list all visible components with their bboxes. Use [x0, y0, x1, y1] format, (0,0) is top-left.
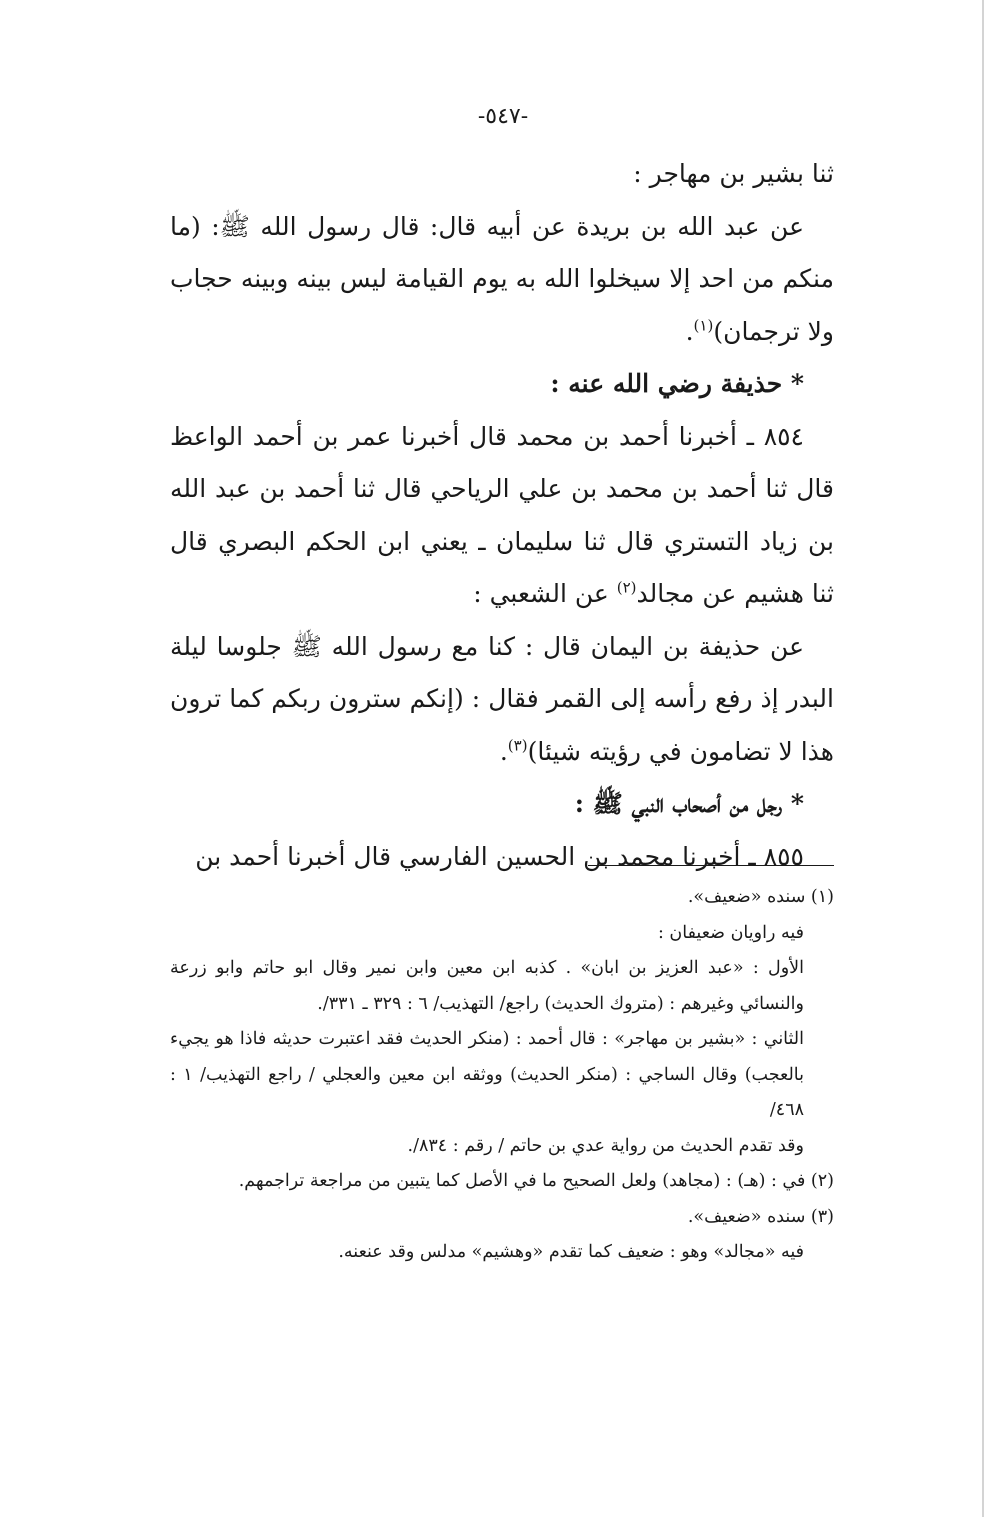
isnad-text: ٨٥٤ ـ أخبرنا أحمد بن محمد قال أخبرنا عمر بن أحمد الواعظ قال ثنا أحمد بن محمد بن علي الرياحي قال ثنا أحمد بن عبد الله بن زياد التستري قال ثنا سليمان ـ يعني ابن الحكم البصري قال ثنا هشيم عن مجالد — [170, 421, 834, 608]
hadith-text: عن حذيفة بن اليمان قال : كنا مع رسول الله ﷺ جلوسا ليلة البدر إذ رفع رأسه إلى القمر فقال : (إنكم سترون ربكم كما ترون هذا لا تضامون في رؤيته شيئا) — [170, 631, 834, 766]
section-heading-companion: * رجل من أصحاب النبي ﷺ : — [574, 789, 804, 818]
footnote-1-line: الأول : «عبد العزيز بن ابان» . كذبه ابن معين وابن نمير وقال ابو حاتم وابو زرعة والنسائي وغيرهم : (متروك الحديث) راجع/ التهذيب/ ٦ : ٣٢٩ ـ ٣٣١/. — [170, 958, 804, 1014]
hadith-text: عن عبد الله بن بريدة عن أبيه قال: قال رسول الله ﷺ: (ما منكم من احد إلا سيخلوا الله به يوم القيامة ليس بينه وبينه حجاب ولا ترجمان) — [170, 211, 834, 346]
paragraph-isnad-855: ٨٥٥ ـ أخبرنا محمد بن الحسين الفارسي قال أخبرنا أحمد بن — [195, 841, 804, 871]
footnote-1-line: فيه راويان ضعيفان : — [657, 922, 804, 943]
footnote-3-line: فيه «مجالد» وهو : ضعيف كما تقدم «وهشيم» مدلس وقد عنعنه. — [338, 1242, 804, 1262]
footnote-2: (٢) في : (هـ) : (مجاهد) ولعل الصحيح ما في الأصل كما يتبين من مراجعة تراجمهم. — [238, 1171, 834, 1191]
footnote-ref-2[interactable]: (٢) — [616, 578, 637, 597]
footnote-divider — [588, 865, 834, 866]
footnote-ref-1[interactable]: (١) — [693, 316, 714, 335]
footnote-1-line: الثاني : «بشير بن مهاجر» : قال أحمد : (منكر الحديث فقد اعتبرت حديثه فاذا هو يجيء بالعجب) وقال الساجي : (منكر الحديث) ووثقه ابن معين والعجلي / راجع التهذيب/ ١ : ٤٦٨/ — [170, 1029, 804, 1120]
footnote-ref-3[interactable]: (٣) — [507, 736, 528, 755]
paragraph-narrator-line: ثنا بشير بن مهاجر : — [633, 159, 834, 188]
isnad-text-end: عن الشعبي : — [473, 579, 617, 608]
main-text — [170, 148, 834, 883]
hadith-text-end: . — [685, 316, 694, 346]
paragraph-hadith-hudhayfah — [170, 621, 834, 779]
hadith-text-end: . — [499, 736, 508, 766]
page-number: -٥٤٧- — [477, 104, 529, 129]
footnote-1-line: وقد تقدم الحديث من رواية عدي بن حاتم / رقم : ٨٣٤/. — [407, 1135, 804, 1156]
footnote-1-title: (١) سنده «ضعيف». — [687, 887, 834, 907]
paragraph-isnad-854 — [170, 411, 834, 621]
paragraph-hadith-buraidah — [170, 201, 834, 359]
footnote-3-title: (٣) سنده «ضعيف». — [687, 1206, 834, 1227]
footnotes — [170, 880, 834, 1271]
section-heading-hudhayfah: * حذيفة رضي الله عنه : — [550, 369, 804, 398]
